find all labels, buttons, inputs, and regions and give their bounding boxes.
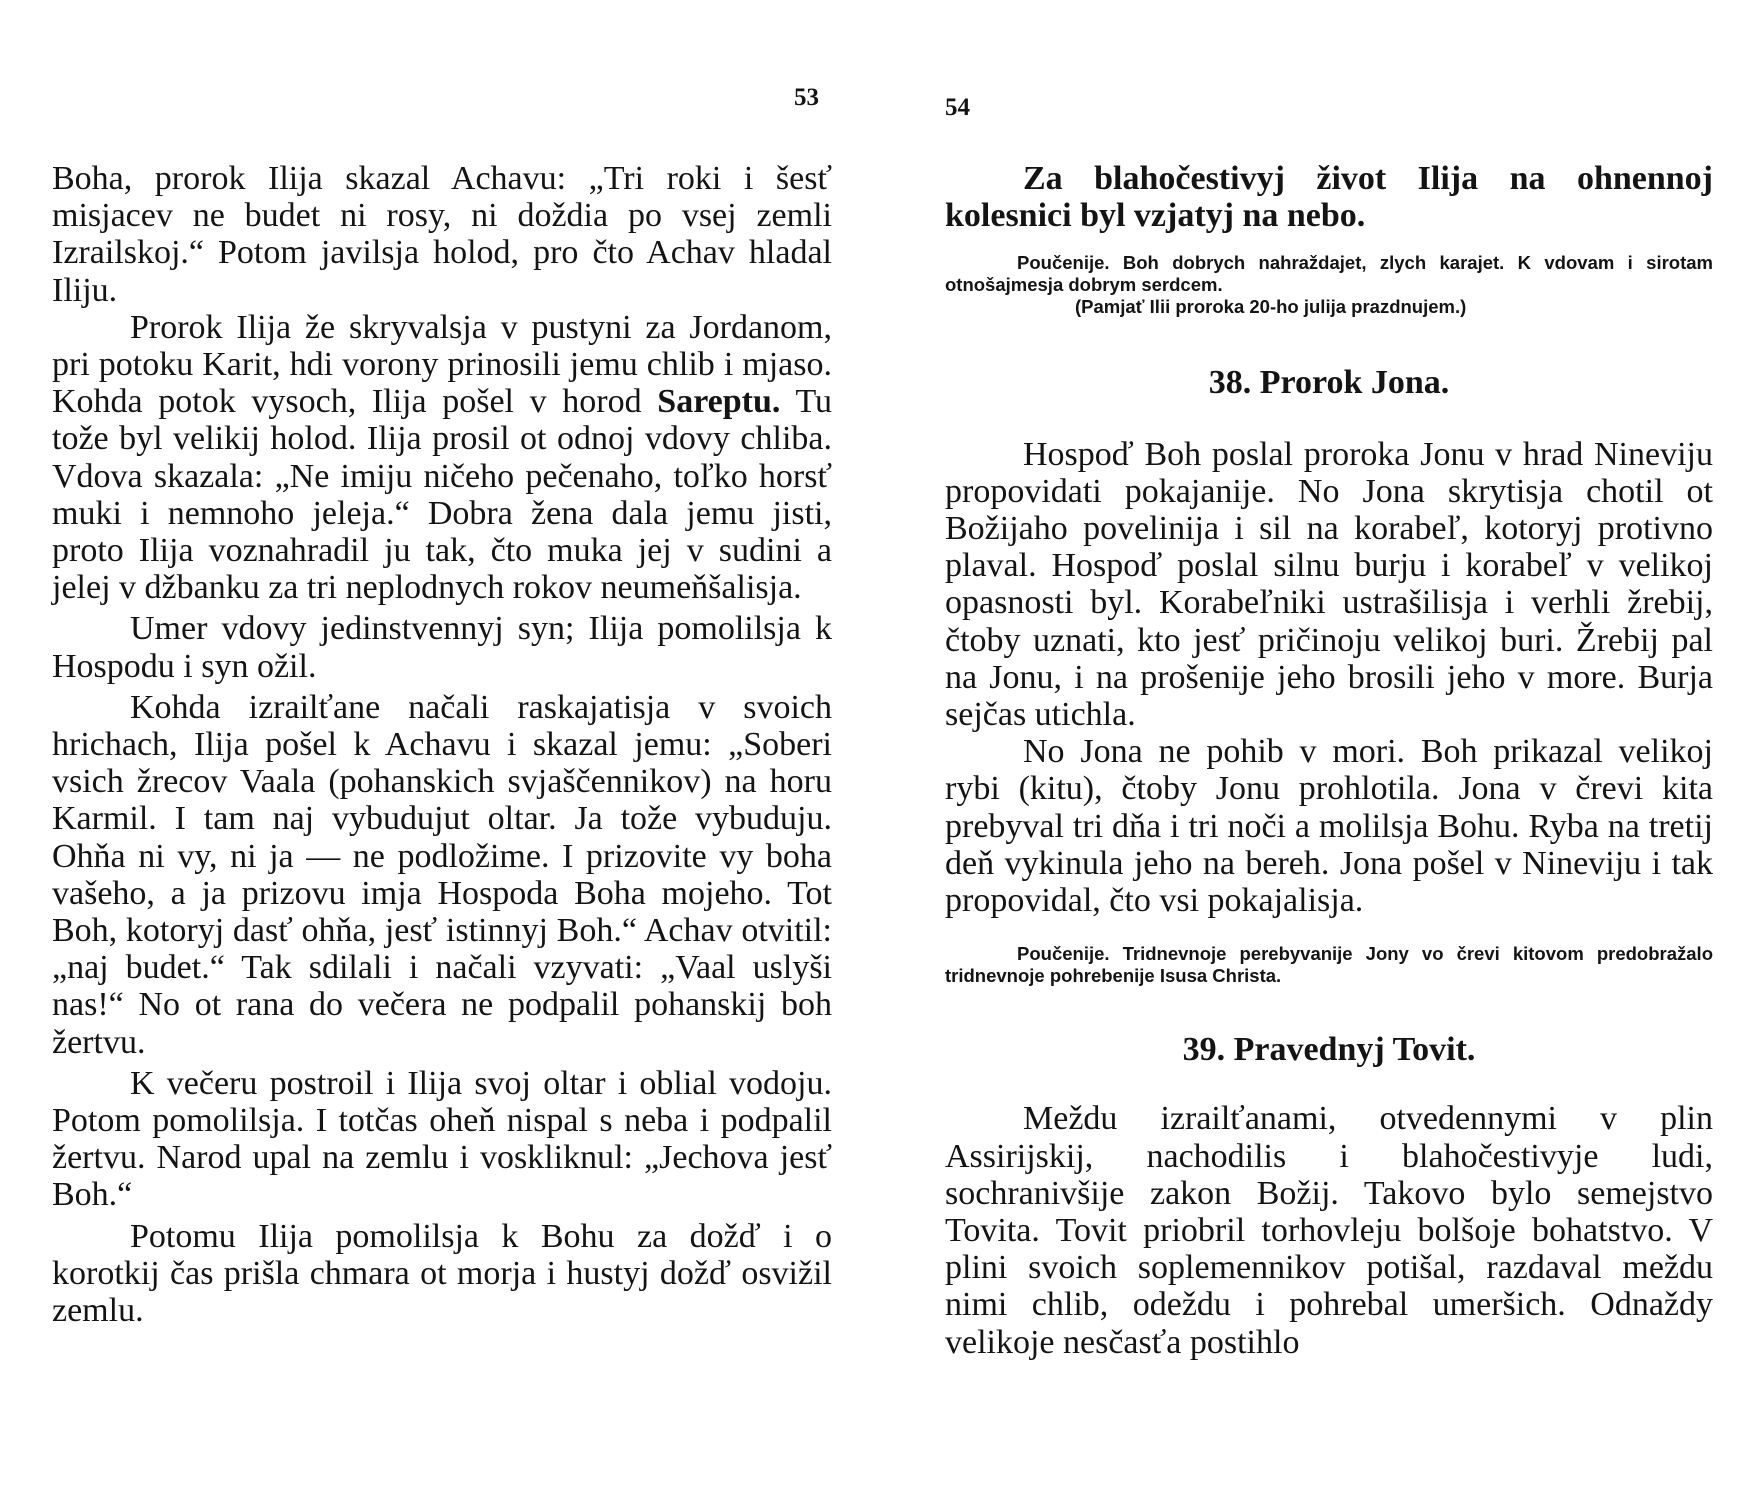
left-page-text: [52, 160, 832, 1329]
page-number: 53: [794, 84, 819, 111]
paragraph: No Jona ne pohib v mori. Boh prikazal velikoj rybi (kitu), čtoby Jonu prohlotila. Jona v črevi kita prebyval tri dňa i tri noči a molilsja Bohu. Ryba na tretij deň vykinula jeho na bereh. Jona pošel v Nineviju i tak propovidal, čto vsi pokajalisja.: [945, 733, 1713, 920]
paragraph-text: Prorok Ilija že skryvalsja v pustyni za Jordanom, pri potoku Karit, hdi vorony prinosili jemu chlib i mjaso. Kohda potok vysoch, Ilija pošel v horod: [52, 308, 832, 421]
paragraph-text: Tu tože byl velikij holod. Ilija prosil ot odnoj vdovy chliba. Vdova skazala: „Ne imiju ničeho pečenaho, toľko horsť muki i nemnoho jeleja.“ Dobra žena dala jemu jisti, proto Ilija voznahradil ju tak, čto muka jej v sudini a jelej v džbanku za tri neplodnych rokov neumeňšalisja.: [52, 383, 833, 607]
paragraph: Umer vdovy jedinstvennyj syn; Ilija pomolilsja k Hospodu i syn ožil.: [52, 610, 832, 685]
paragraph: Potomu Ilija pomolilsja k Bohu za dožď i o korotkij čas prišla chmara ot morja i hustyj dožď osvižil zemlu.: [52, 1217, 832, 1330]
paragraph: Kohda izrailťane načali raskajatisja v svoich hrichach, Ilija pošel k Achavu i skazal jemu: „Soberi vsich žrecov Vaala (pohanskich svjaščennikov) na horu Karmil. I tam naj vybudujut oltar. Ja tože vybuduju. Ohňa ni vy, ni ja — ne podložime. I prizovite vy boha vašeho, a ja prizovu imja Hospoda Boha mojeho. Tot Boh, kotoryj dasť ohňa, jesť istinnyj Boh.“ Achav otvitil: „naj budet.“ Tak sdilali i načali vzyvati: „Vaal uslyši nas!“ No ot rana do večera ne podpalil pohanskij boh žertvu.: [52, 688, 832, 1061]
intro-paragraph: Za blahočestivyj život Ilija na ohnennoj kolesnici byl vzjatyj na nebo.: [945, 160, 1713, 235]
page-number: 54: [945, 94, 970, 121]
paragraph: Boha, prorok Ilija skazal Achavu: „Tri roki i šesť misjacev ne budet ni rosy, ni doždia po vsej zemli Izrailskoj.“ Potom javilsja holod, pro čto Achav hladal Iliju.: [52, 160, 832, 309]
place-name: Sareptu.: [657, 383, 781, 421]
paragraph: K večeru postroil i Ilija svoj oltar i oblial vodoju. Potom pomolilsja. I totčas oheň nispal s neba i podpalil žertvu. Narod upal na zemlu i voskliknul: „Jechova jesť Boh.“: [52, 1064, 832, 1214]
section-title: 38. Prorok Jona.: [1208, 364, 1450, 402]
lesson-text: Poučenije. Tridnevnoje perebyvanije Jony vo črevi kitovom predobražalo tridnevnoje pohrebenije Isusa Christa.: [945, 943, 1713, 987]
right-page-text: [945, 160, 1713, 1361]
lesson-text: Poučenije. Boh dobrych nahraždajet, zlych karajet. K vdovam i sirotam otnošajmesja dobrym serdcem.: [945, 252, 1713, 296]
lesson-note: (Pamjať Ilii proroka 20-ho julija prazdnujem.): [1075, 296, 1467, 318]
paragraph: Meždu izrailťanami, otvedennymi v plin Assirijskij, nachodilis i blahočestivyje ludi, sochranivšije zakon Božij. Takovo bylo semejstvo Tovita. Tovit priobril torhovleju bolšoje bohatstvo. V plini svoich soplemennikov potišal, razdaval meždu nimi chlib, odeždu i pohrebal umeršich. Odnaždy velikoje nesčasťa postihlo: [945, 1100, 1713, 1361]
paragraph: [52, 309, 832, 607]
paragraph: Hospoď Boh poslal proroka Jonu v hrad Nineviju propovidati pokajanije. No Jona skrytisja chotil ot Božijaho povelinija i sil na korabeľ, kotoryj protivno plaval. Hospoď poslal silnu burju i korabeľ v velikoj opasnosti byl. Korabeľniki ustrašilisja i verhli žrebij, čtoby uznati, kto jesť pričinoju velikoj buri. Žrebij pal na Jonu, i na prošenije jeho brosili jeho v more. Burja sejčas utichla.: [945, 435, 1713, 734]
section-title: 39. Pravednyj Tovit.: [1182, 1031, 1476, 1069]
